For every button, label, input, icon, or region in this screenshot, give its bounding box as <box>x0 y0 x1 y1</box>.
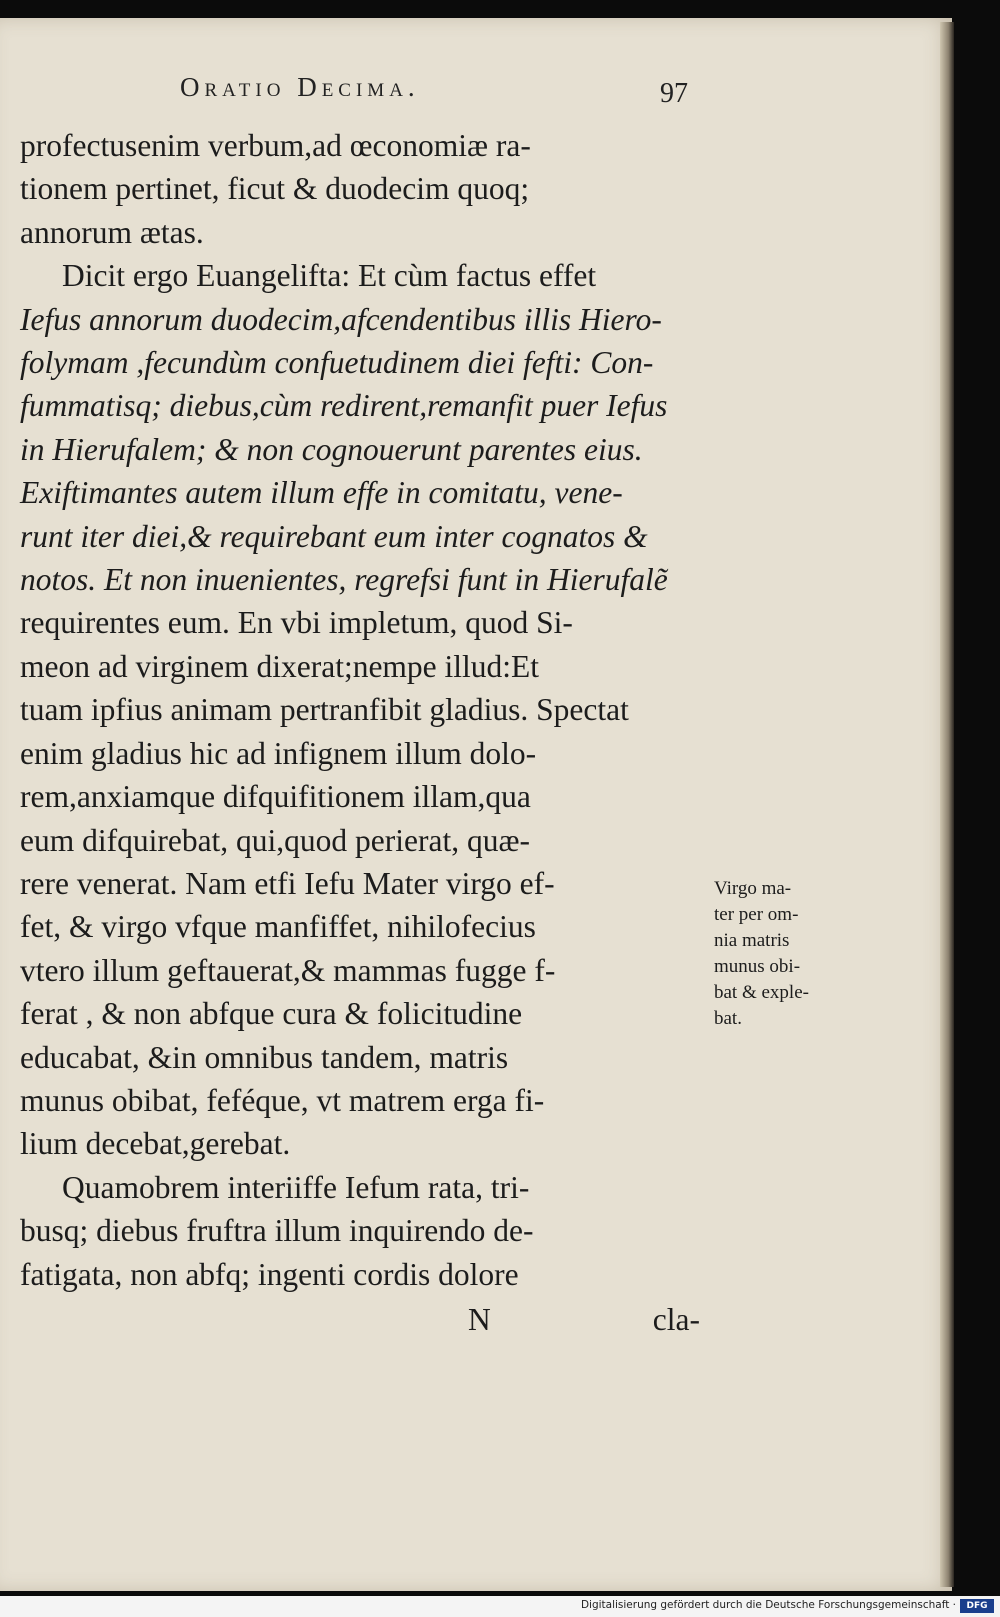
text-line: annorum ætas. <box>20 214 204 250</box>
text-line: in Hierufalem; & non cognouerunt parentes eius. <box>20 431 643 467</box>
text-line: fummatisq; diebus,cùm redirent,remanfit puer Iefus <box>20 388 668 424</box>
text-line: requirentes eum. En vbi impletum, quod Si- <box>20 605 573 641</box>
text-line: Exiftimantes autem illum effe in comitatu, vene- <box>20 475 623 511</box>
text-line: Iefus annorum duodecim,afcendentibus illis Hiero- <box>20 301 662 337</box>
catchword-row <box>20 1302 700 1346</box>
text-line: rem,anxiamque difquifitionem illam,qua <box>20 779 531 815</box>
margin-note-line: munus obi- <box>714 956 801 977</box>
main-text <box>20 124 700 1296</box>
text-line: fet, & virgo vfque manfiffet, nihilofecius <box>20 909 536 945</box>
text-line: enim gladius hic ad infignem illum dolo- <box>20 735 537 771</box>
signature-mark: N <box>468 1302 491 1337</box>
text-line: tuam ipfius animam pertranfibit gladius. Spectat <box>20 692 629 728</box>
margin-note-line: bat. <box>714 1008 742 1029</box>
paragraph-2 <box>20 254 700 1166</box>
text-line: Quamobrem interiiffe Iefum rata, tri- <box>62 1169 530 1205</box>
text-line: profectusenim verbum,ad œconomiæ ra- <box>20 128 531 163</box>
footer-credit: Digitalisierung gefördert durch die Deutsche Forschungsgemeinschaft · <box>580 1599 956 1611</box>
running-head: Oratio Decima. <box>180 72 420 102</box>
margin-note-line: ter per om- <box>714 904 799 925</box>
text-line: lium decebat,gerebat. <box>20 1126 291 1162</box>
margin-note <box>714 876 834 1032</box>
text-line: folymam ,fecundùm confuetudinem diei fefti: Con- <box>20 345 654 381</box>
page-number: 97 <box>660 78 688 109</box>
dfg-logo: DFG <box>960 1599 994 1613</box>
paragraph-3 <box>20 1166 700 1296</box>
text-line: fatigata, non abfq; ingenti cordis dolore <box>20 1256 519 1292</box>
text-line: notos. Et non inuenientes, regrefsi funt in Hierufalẽ <box>20 562 668 598</box>
text-line: educabat, &in omnibus tandem, matris <box>20 1039 509 1075</box>
page-edge <box>940 22 954 1587</box>
text-line: eum difquirebat, qui,quod perierat, quæ- <box>20 822 530 858</box>
paragraph-1 <box>20 124 700 254</box>
margin-note-line: bat & exple- <box>714 982 809 1003</box>
catchword: cla- <box>652 1302 700 1337</box>
text-line: rere venerat. Nam etfi Iefu Mater virgo ef- <box>20 865 555 901</box>
text-line: meon ad virginem dixerat;nempe illud:Et <box>20 648 540 684</box>
margin-note-line: nia matris <box>714 930 790 951</box>
text-line: munus obibat, feféque, vt matrem erga fi- <box>20 1082 545 1118</box>
text-line: Dicit ergo Euangelifta: Et cùm factus effet <box>62 258 597 294</box>
text-line: tionem pertinet, ficut & duodecim quoq; <box>20 171 530 207</box>
text-line: busq; diebus fruftra illum inquirendo de- <box>20 1213 534 1249</box>
text-line: ferat , & non abfque cura & folicitudine <box>20 996 523 1032</box>
footer-bar <box>0 1596 1000 1617</box>
margin-note-line: Virgo ma- <box>714 878 792 899</box>
text-line: runt iter diei,& requirebant eum inter cognatos & <box>20 518 648 554</box>
text-line: vtero illum geftauerat,& mammas fugge f- <box>20 952 556 988</box>
